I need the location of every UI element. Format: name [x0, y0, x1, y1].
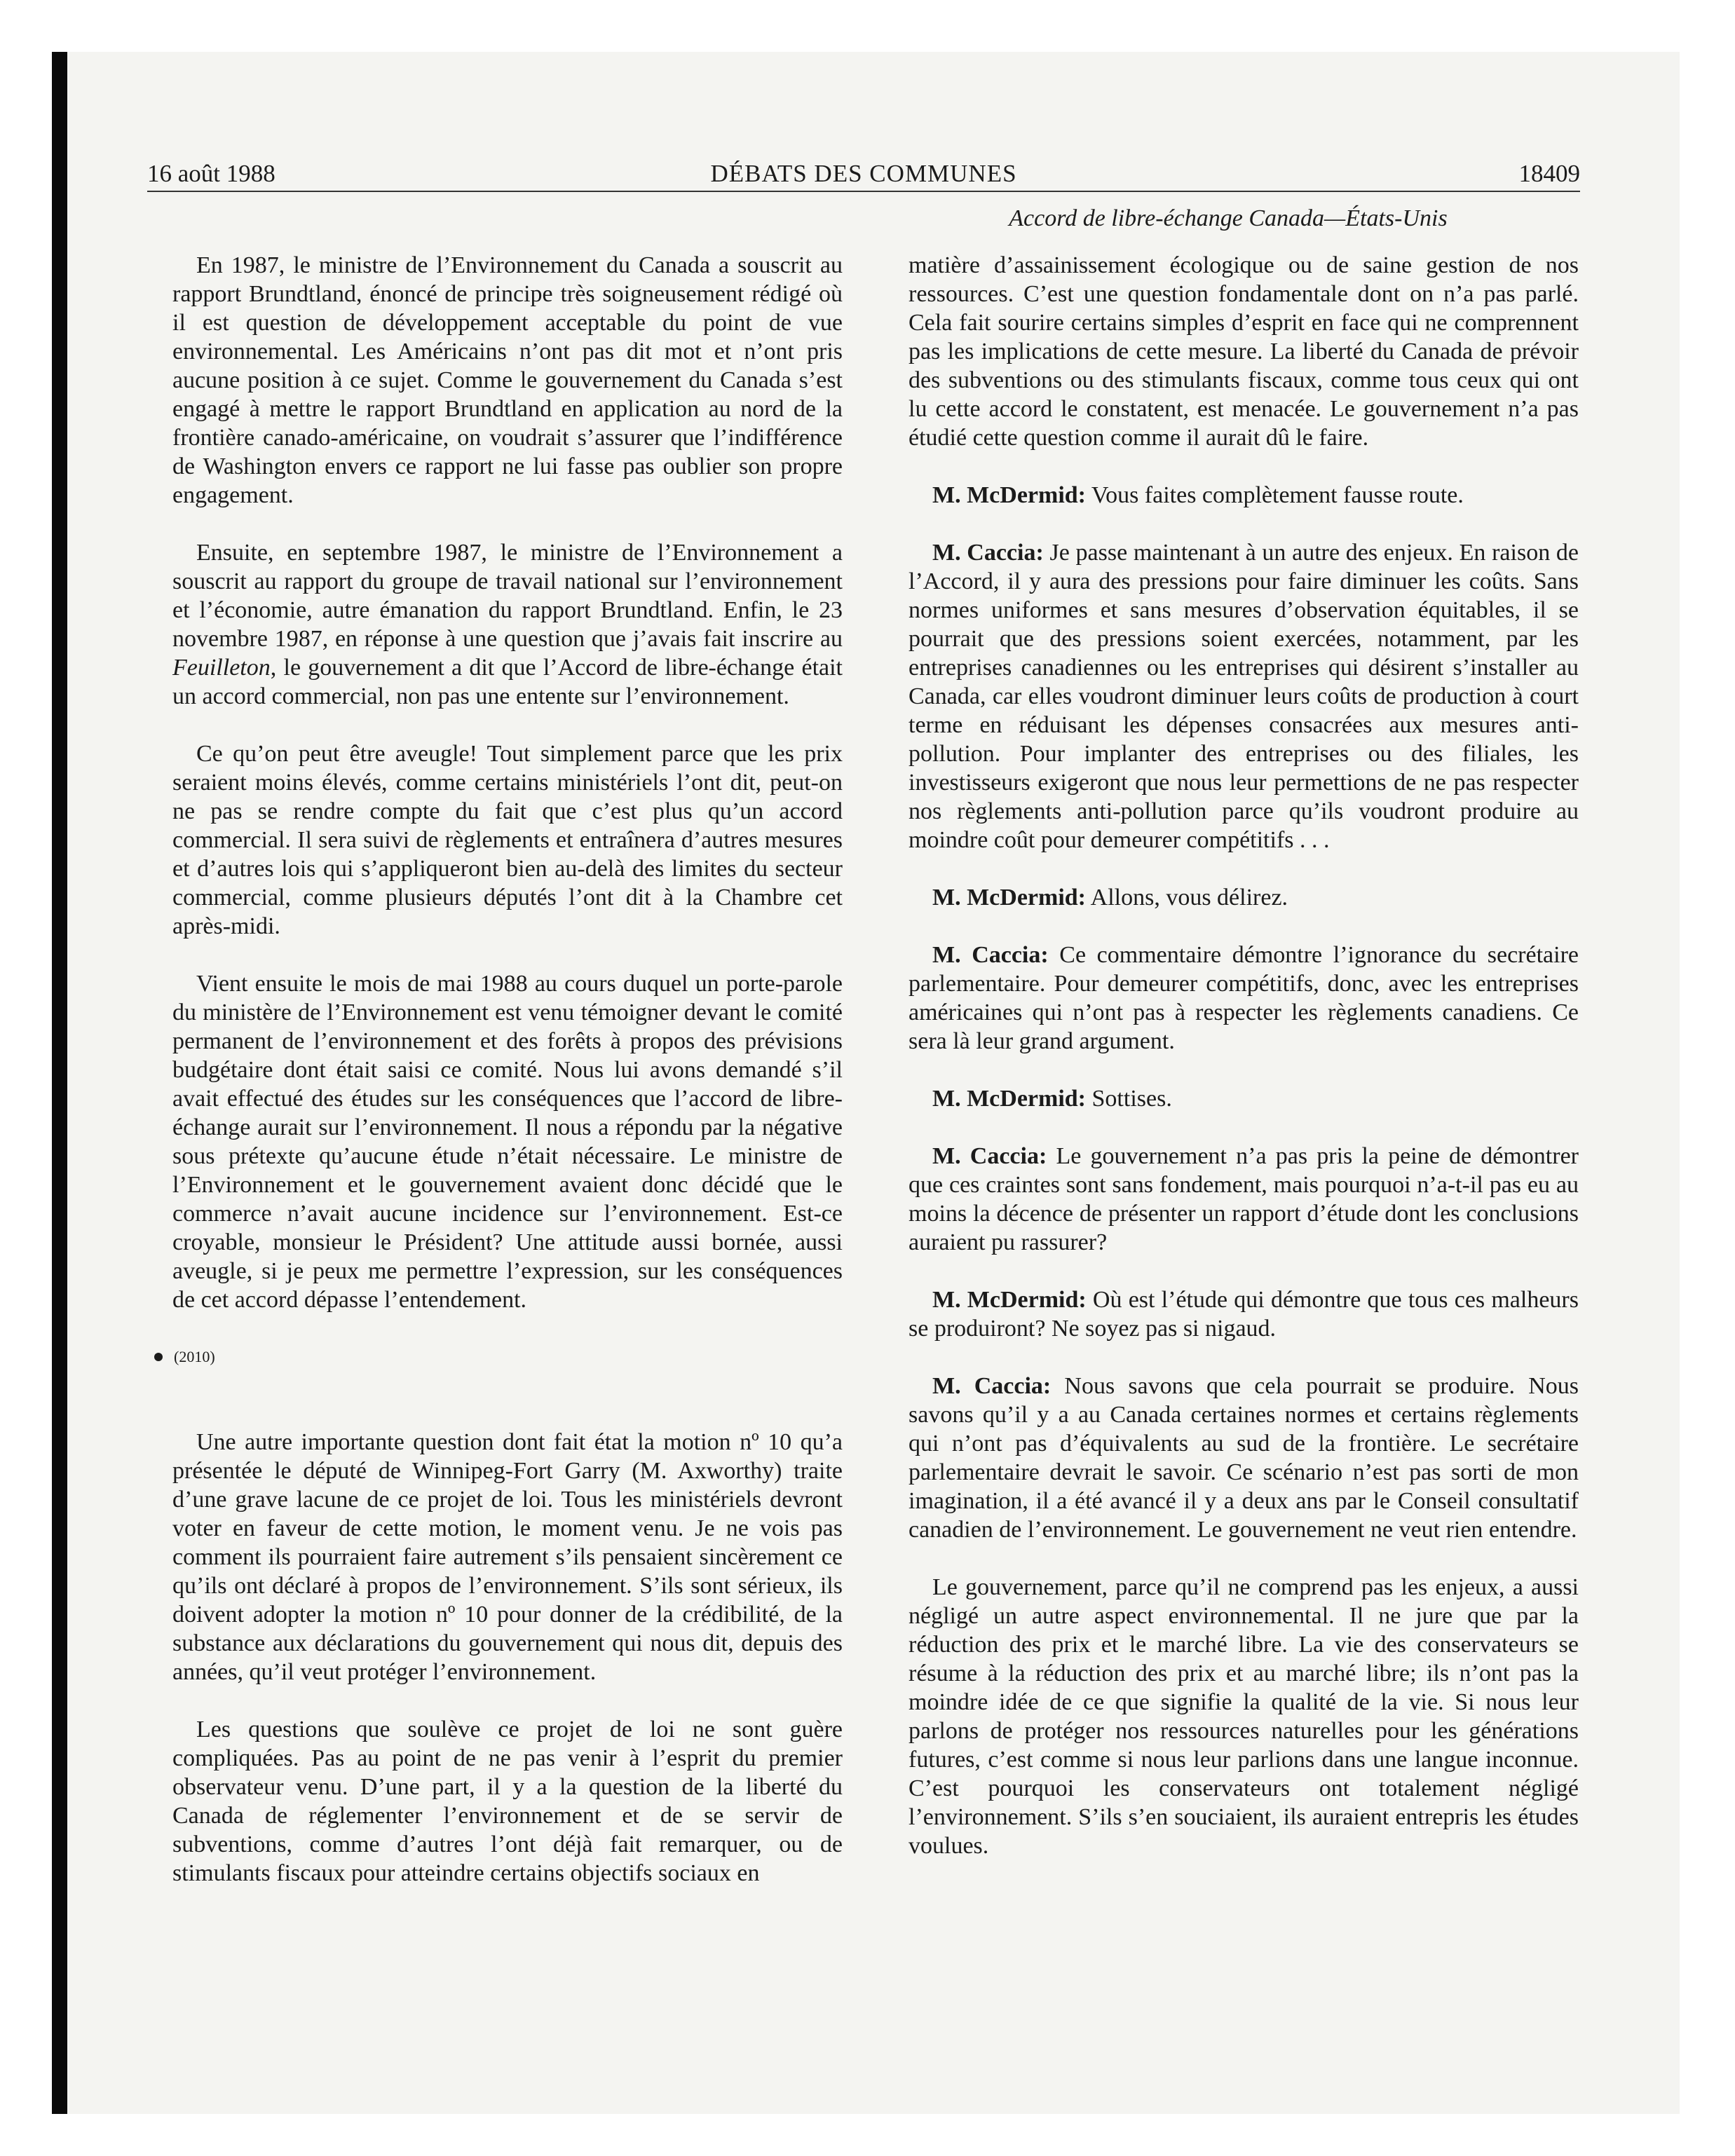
speech: [909, 1372, 1579, 1544]
speaker-name: M. Caccia:: [932, 942, 1049, 968]
speech-text: Nous savons que cela pourrait se produire. Nous savons qu’il y a au Canada certaines normes et certains règlements qui n’ont pas d’équivalents au sud de la frontière. Le secrétaire parlementaire devrait le savoir. Ce scénario n’est pas sorti de mon imagination, il a été avancé il y a deux ans par le Conseil consultatif canadien de l’environnement. Le gouvernement ne veut rien entendre.: [909, 1373, 1579, 1543]
time-marker: [154, 1346, 843, 1367]
header-title: DÉBATS DES COMMUNES: [710, 160, 1017, 187]
header-page-number: 18409: [1518, 160, 1580, 187]
paragraph: En 1987, le ministre de l’Environnement du Canada a souscrit au rapport Brundtland, énoncé de principe très soigneusement rédigé où il est question de développement acceptable du point de vue environnemental. Les Américains n’ont pas dit mot et n’ont pris aucune position à ce sujet. Comme le gouvernement du Canada s’est engagé à mettre le rapport Brundtland en application au nord de la frontière canado-américaine, on voudrait s’assurer que l’indifférence de Washington envers ce rapport ne lui fasse pas oublier son propre engagement.: [172, 252, 843, 508]
speech-text: Je passe maintenant à un autre des enjeux. En raison de l’Accord, il y aura des pressions pour faire diminuer les coûts. Sans normes uniformes et sans mesures d’observation équitables, il se pourrait que des pressions soient exercées, notamment, par les entreprises canadiennes ou les entreprises qui désirent s’installer au Canada, car elles voudront diminuer leurs coûts de production à court terme en réduisant les dépenses consacrées aux mesures anti-pollution. Pour implanter des entreprises ou des filiales, les investisseurs exigeront que nous leur permettions de ne pas respecter nos règlements anti-pollution parce qu’ils voudront produire au moindre coût pour demeurer compétitifs . . .: [909, 540, 1579, 853]
speaker-name: M. McDermid:: [932, 1287, 1087, 1313]
speech-text: Où est l’étude qui démontre que tous ces malheurs se produiront? Ne soyez pas si nigaud.: [909, 1287, 1579, 1342]
paragraph: Une autre importante question dont fait état la motion nº 10 qu’a présentée le député de Winnipeg-Fort Garry (M. Axworthy) traite d’une grave lacune de ce projet de loi. Tous les ministériels devront voter en faveur de cette motion, le moment venu. Je ne vois pas comment ils pourraient faire autrement s’ils pensaient sincèrement ce qu’ils ont déclaré à propos de l’environnement. S’ils sont sérieux, ils doivent adopter la motion nº 10 pour donner de la crédibilité, de la substance aux déclarations du gouvernement qui nous dit, depuis des années, qu’il veut protéger l’environnement.: [172, 1429, 843, 1685]
paragraph: Le gouvernement, parce qu’il ne comprend pas les enjeux, a aussi négligé un autre aspect environnemental. Il ne jure que par la réduction des prix et le marché libre. La vie des conservateurs se résume à la réduction des prix et au marché libre; ils n’ont pas la moindre idée de ce que signifie la qualité de la vie. Si nous leur parlons de protéger nos ressources naturelles pour les générations futures, c’est comme si nous leur parlions dans une langue inconnue. C’est pourquoi les conservateurs ont totalement négligé l’environnement. S’ils s’en souciaient, ils auraient entrepris les études voulues.: [909, 1574, 1579, 1859]
speaker-name: M. Caccia:: [932, 540, 1044, 566]
paragraph: Ce qu’on peut être aveugle! Tout simplement parce que les prix seraient moins élevés, comme certains ministériels l’ont dit, peut-on ne pas se rendre compte du fait que c’est plus qu’un accord commercial. Il sera suivi de règlements et entraînera d’autres mesures et d’autres lois qui s’appliqueront bien au-delà des limites du secteur commercial, comme plusieurs députés l’ont dit à la Chambre cet après-midi.: [172, 741, 843, 939]
scan-edge-bar: [52, 52, 67, 2114]
speaker-name: M. McDermid:: [932, 1086, 1087, 1112]
paragraph-text: Ensuite, en septembre 1987, le ministre de l’Environnement a souscrit au rapport du groupe de travail national sur l’environnement et l’économie, autre émanation du rapport Brundtland. Enfin, le 23 novembre 1987, en réponse à une question que j’avais fait inscrire au: [172, 540, 843, 652]
speech-text: Sottises.: [1086, 1086, 1172, 1112]
speech: [909, 1285, 1579, 1343]
right-column: [909, 251, 1579, 1889]
paragraph: Vient ensuite le mois de mai 1988 au cours duquel un porte-parole du ministère de l’Environnement est venu témoigner devant le comité permanent de l’environnement et des forêts à propos des prévisions budgétaire dont était saisi ce comité. Nous lui avons demandé s’il avait effectué des études sur les conséquences que l’accord de libre-échange aurait sur l’environnement. Il nous a répondu par la négative sous prétexte qu’aucune étude n’était nécessaire. Le ministre de l’Environnement et le gouvernement avaient donc décidé que le commerce n’avait aucune incidence sur l’environnement. Est-ce croyable, monsieur le Président? Une attitude aussi bornée, aussi aveugle, si je peux me permettre l’expression, sur les conséquences de cet accord dépasse l’entendement.: [172, 971, 843, 1313]
speech: [909, 1142, 1579, 1257]
speech: [909, 883, 1579, 912]
speech: [909, 481, 1579, 510]
left-column: [172, 251, 843, 1916]
paragraph: [172, 538, 843, 711]
speech: [909, 538, 1579, 854]
speaker-name: M. Caccia:: [932, 1373, 1052, 1399]
header-rule: [147, 191, 1580, 192]
speech-text: Vous faites complètement fausse route.: [1086, 482, 1464, 508]
paragraph-continued: matière d’assainissement écologique ou de saine gestion de nos ressources. C’est une question fondamentale dont on n’a pas parlé. Cela fait sourire certains simples d’esprit en face qui ne comprennent pas les implications de cette mesure. La liberté du Canada de prévoir des subventions ou des stimulants fiscaux, comme tous ceux qui ont lu cette accord le constatent, est menacée. Le gouvernement n’a pas étudié cette question comme il aurait dû le faire.: [909, 252, 1579, 451]
speaker-name: M. McDermid:: [932, 482, 1087, 508]
bullet-icon: [154, 1353, 163, 1361]
speech-text: Allons, vous délirez.: [1086, 885, 1288, 910]
page-header: [147, 156, 1580, 192]
speech: [909, 1084, 1579, 1113]
paragraph-text: , le gouvernement a dit que l’Accord de libre-échange était un accord commercial, non pas une entente sur l’environnement.: [172, 655, 843, 709]
header-date: 16 août 1988: [147, 160, 275, 187]
time-marker-text: (2010): [174, 1348, 215, 1365]
feuilleton-italic: Feuilleton: [172, 655, 271, 681]
speech-text: Le gouvernement n’a pas pris la peine de démontrer que ces craintes sont sans fondement, mais pourquoi n’a-t-il pas eu au moins la décence de présenter un rapport d’étude dont les conclusions auraient pu rassurer?: [909, 1143, 1579, 1255]
paragraph: Les questions que soulève ce projet de loi ne sont guère compliquées. Pas au point de ne pas venir à l’esprit du premier observateur venu. D’une part, il y a la question de la liberté du Canada de réglementer l’environnement et de se servir de subventions, comme d’autres l’ont déjà fait remarquer, ou de stimulants fiscaux pour atteindre certains objectifs sociaux en: [172, 1717, 843, 1886]
speech-text: Ce commentaire démontre l’ignorance du secrétaire parlementaire. Pour demeurer compétitifs, donc, avec les entreprises américaines qui n’ont pas à respecter les règlements canadiens. Ce sera là leur grand argument.: [909, 942, 1579, 1054]
speaker-name: M. McDermid:: [932, 885, 1087, 910]
speaker-name: M. Caccia:: [932, 1143, 1047, 1169]
running-head: Accord de libre-échange Canada—États-Unis: [1009, 205, 1448, 231]
speech: [909, 941, 1579, 1056]
